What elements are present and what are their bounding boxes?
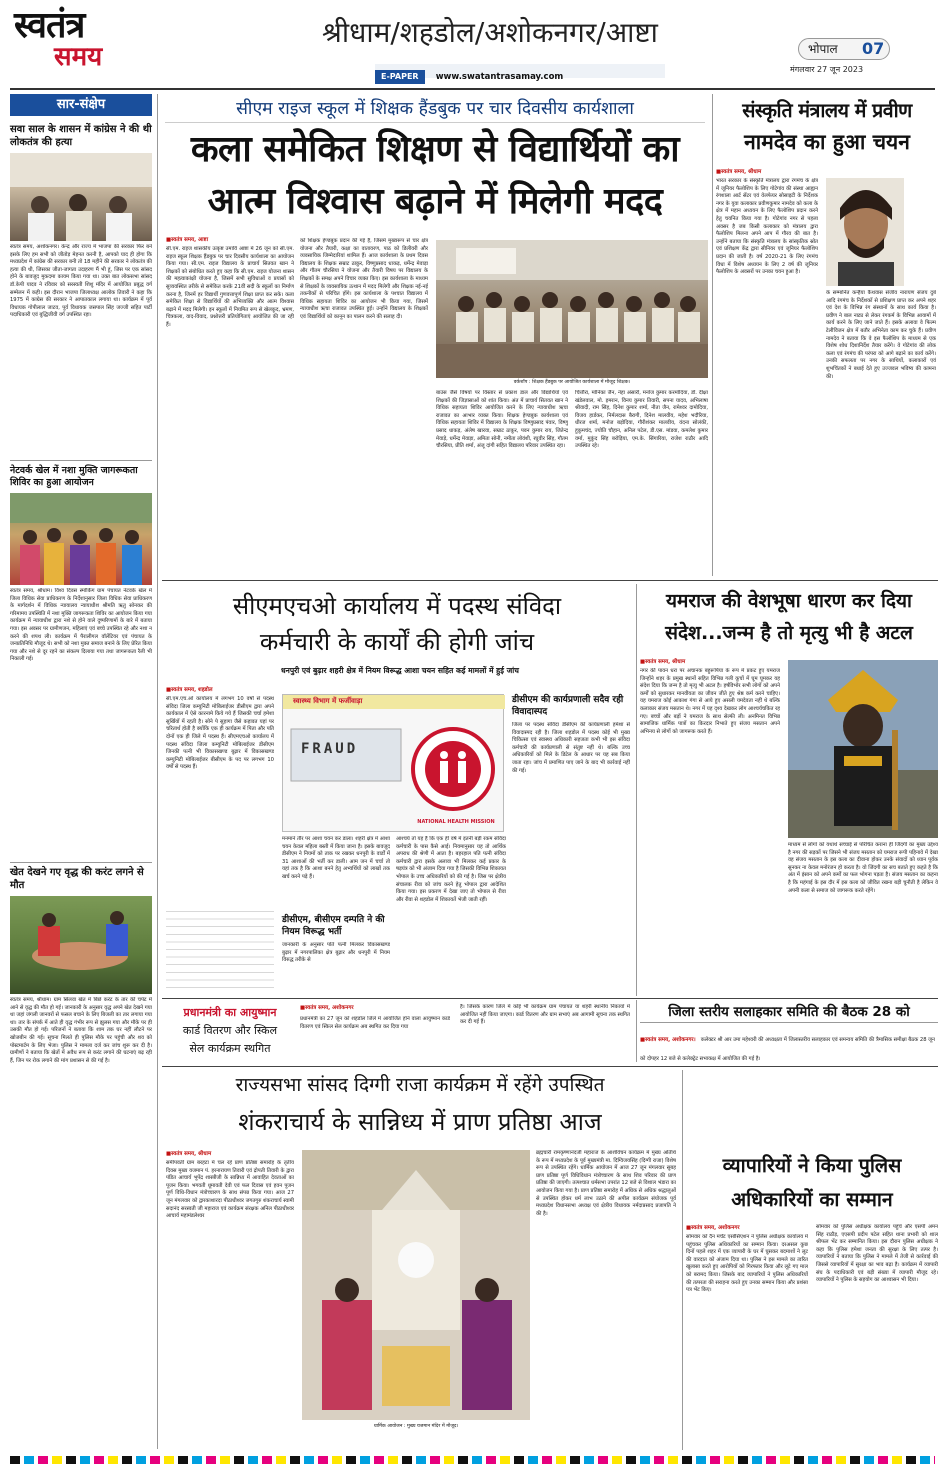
- sidebar-divider-1: [10, 460, 152, 461]
- story3-fraud-text: FRAUD: [301, 741, 359, 757]
- sidebar-s3-photo-art: [10, 896, 152, 994]
- story1-caption: वर्कशॉप : शिक्षक हैंडबुक पर आयोजित कार्यशाला में मौजूद शिक्षक।: [513, 380, 631, 385]
- sidebar-s1-headline: सवा साल के शासन में कांग्रेस ने की थी लोकतंत्र की हत्या: [10, 124, 152, 148]
- story3-col2b: जानकारी के अनुसार पति पत्नी मिलकर विकासखण्ड बुढ़ार में नगरपालिका क्षेत्र बुढ़ार और धनपुरी में नियम विरुद्ध तरीके से: [282, 942, 390, 964]
- sidebar-divider-2: [10, 862, 152, 863]
- story7-photo: [302, 1150, 530, 1420]
- story5-byline: ■ स्वतंत्र समय, अशोकनगर।: [640, 1037, 696, 1043]
- story6-col2: है। जिसके कारण जिले में कोई भी कार्यक्रम ग्राम पंचायत या शहरी स्थानीय निकायों में आयोजित नहीं किया जाएगा। कार्ड वितरण और ग्राम सभाएं अब आगामी सूचना तक स्थगित कर दी गई हैं।: [460, 1004, 630, 1026]
- story1-col3: बाउंस जैसे विषयों पर विस्तार से प्रकाश डाल और विद्यार्थियों एवं शिक्षकों की जिज्ञासाओं को शांत किया। अंत में प्राचार्य सितवत खान ने विधिक सहायता शिविर आयोजित करने के लिए न्यायाधीश ऋचा राजावत का आभार व्यक्त किया। शिक्षक हेण्डबुक कार्यशाला एवं विधिक सहायता शिविर में विद्यालय के शिक्षक विष्णुप्रसाद पंवार, विष्णु प्रसाद धाकड़, अंलेष खारवा, सम्राट ठाकुर, पवन कुमार राय, जितेन्द्र मेवाड़े, धर्मेन्द्र मेवाड़ा, अमिता सोनी, नमीता लोवंशी, रघुवीर सिंह, गौतम चौरसिया, प्रीति शर्मा, अंजू दांगी सहित विद्यालय परिवार उपस्थित रहा।: [436, 390, 568, 450]
- sidebar: [10, 94, 152, 1449]
- story3-headline-2: कर्मचारी के कार्यों की होगी जांच: [259, 628, 535, 656]
- story2-portrait: [826, 178, 904, 286]
- story3-headline-1: सीएमएचओ कार्यालय में पदस्थ संविदा: [232, 592, 562, 620]
- story6-headline-3: सेल कार्यक्रम स्थगित: [189, 1042, 271, 1055]
- sidebar-title: सार-संक्षेप: [10, 94, 152, 116]
- story3-col4: जिला पर पदस्थ संविदा डीसीएम की कार्यप्रणाली हमेशा से विवादास्पद रही है। जिला शहडोल में पदस्थ कोई भी मुख्य चिकित्सा एवं स्वास्थ्य अधिकारी सहजता कभी भी इस संविदा कर्मचारी की कार्यप्रणाली से संतुष्ट नहीं थे। बल्कि उच्च अधिकारियों को मिले के डिटेल के आधार पर यह सब किया जाता रहा। जांच में प्रमाणित पाए जाने के बाद भी कार्रवाई नहीं की गई।: [512, 722, 630, 774]
- sidebar-s1-body: स्वतंत्र समय, अशोकनगर। केन्द्र और राज्य में भाजपा की सरकार फिर बने इसके लिए हम सभी को जीतोड़ मेहनत करनी है, आपको याद ही होगा कि मध्यप्रदेश में कांग्रेस की सरकार बनी तो 18 महीने की सरकार ने लोकतंत्र की हत्या की थी, जिसका जीता-जागता उदाहरण मैं भी हूं, जिस पर एक सांसद होने के बावजूद मुकदमा कायम किया गया था। उक्त बात लोकसभा सांसद डॉ.केपी यादव ने रविवार को सरस्वती शिशु मंदिर में आयोजित प्रबुद्ध वर्ग सम्मेलन में कही। इस दौरान भाजपा जिलाध्यक्ष आलोक तिवारी ने कहा कि 1975 में काग्रेस की सरकार ने आपातकाल लगाया था। कार्यक्रम में पूर्व विधायक गोपीलाल जाटव, पूर्व विधायक जसपाल सिंह जज्जी सहित पार्टी पदाधिकारी एवं बुद्धिजीवी वर्ग उपस्थित रहा।: [10, 244, 152, 319]
- story1-col4: चित्तौरा, मोनिका जैन, नेहा अंसारी, मनोज कुमार करमोदिया, डॉ. दीक्षा खंडेलवाल, मो. इमरान, विनय कुमार तिवारी, सपना यादव, अभिलाषा श्रीवादी, राम सिंह, दिनेश कुमार शर्मा, नीता जैन, रामेश्वर दामोदिया, विजय हार्डकर, निर्मलदास बैरागी, दिनेश मालवीय, महेश भदौरिया, धीरज शर्मा, मनोज बड़ोदिया, गौरीशंकर मालवीय, वंदना सोलंकी, हुकुमचंद, ज्योति चौहान, अनिल पटेल, डी.एस. मांडवा, कमलेश कुमार वर्मा, मुकुंद सिंह बरोड़िया, एम.के. सिंगारिया, राजेश राठौर आदि उपस्थित रहे।: [575, 390, 708, 450]
- story8-col1: सोमवार को दैन मर्चेंट एसोसिएशन ने पुलिस अधीक्षक कार्यालय में पहुंचकर पुलिस अधिकारियों का सम्मान किया। दरअसल कुछ दिनों पहले शहर में एक व्यापारी के घर में घुसकर बदमाशों ने लूट की वारदात को अंजाम दिया था। पुलिस ने इस मामले का त्वरित खुलासा करते हुए आरोपियों को गिरफ्तार किया और लूटे गए माल को बरामद किया। जिसके बाद व्यापारियों ने पुलिस अधिकारियों की तत्परता की सराहना करते हुए उनका सम्मान किया और प्रशंसा पत्र भेंट किए।: [686, 1234, 808, 1294]
- story5-headline: जिला स्तरीय सलाहकार समिति की बैठक 28 को: [640, 1002, 938, 1023]
- story4-col1: नगर की पावन धरा पर अचानक बहुरूपिया के रूप में प्रकट हुए यमराज जिन्होंने शहर के प्रमुख स्थानों सहित विभिन्न गली कूचों में घूम घूमकर यह संदेश दिया कि जन्म है तो मृत्यु भी अटल है। हर्षविभोर सभी लोगों को अपने कर्मों को सुधारकर मानवीयता का जीवन जीते हुए श्रेष्ठ कर्म करने चाहिए। यह यमराज कोई आकाश गंगा से आये हुए असली यमदेवता नहीं थे बल्कि कलाकार संजय मसतान थे। नगर में यह दृश्य देखकर लोग आश्चर्यचकित रह गए। बच्चों और बड़ों ने यमराज के साथ सेल्फी ली। अनमिनत विभिन्न सामाजिक धार्मिक पात्रों का किरदार निभाते हुए संजय मसतान अपने अभिनय से लोगों को जागरूक करते हैं।: [640, 668, 780, 735]
- story1-col1: सी.एम. राइज शासकीय उत्कृष्ट उमावि आष्टा में 26 जून को सी.एम. राइज स्कूल शिक्षक हैंडबुक पर चार दिवसीय कार्यशाला का आयोजन किया गया। सी.एम. राइज विद्यालय के प्राचार्य सितवत खान ने शिक्षकों को संबोधित करते हुए कहा कि सी.एम. राइज योजना शासन की महत्वाकांक्षी योजना है, जिसमें सभी सुविधाओं व प्रयासों को सुव्यवस्थित तरीके से समेकित करके 21वीं सदी के स्कूलों का निर्माण करना है, जिनमें हर विद्यार्थी गुणवत्तापूर्ण शिक्षा प्राप्त कर सके। कला समेकित शिक्षा से विद्यार्थियों की अभिव्यक्ति और आत्म विश्वास बढ़ाने में मदद मिलेगी। इन स्कूलों में नियमित रूप से खेलकूद, भ्रमण, चित्रकला, वाद-विवाद, प्रश्नोत्तरी प्रतियोगिताएं आयोजित की जा रही हैं।: [166, 246, 294, 328]
- story8-col2: सोमवार को पुलिस अधीक्षक कार्यालय पहुंचे और एसपी अमन सिंह राठौड़, एएसपी प्रदीप पटेल सहित थाना प्रभारी को शाल श्रीफल भेंट कर सम्मानित किया। इस दौरान पुलिस अधीक्षक ने कहा कि पुलिस हमेशा जनता की सुरक्षा के लिए तत्पर है। व्यापारियों ने बताया कि पुलिस ने मामले में तेजी से कार्रवाई की जिससे व्यापारियों में सुरक्षा का भाव बढ़ा है। कार्यक्रम में व्यापारी संघ के पदाधिकारी एवं बड़ी संख्या में व्यापारी मौजूद रहे। व्यापारियों ने पुलिस के सहयोग का आश्वासन भी दिया।: [816, 1224, 938, 1284]
- story6-headline-2: कार्ड वितरण और स्किल: [182, 1024, 278, 1037]
- story6-col1: प्रधानमंत्री का 27 जून को शहडोल जिले में आयोजित होने वाला आयुष्मान कार्ड वितरण एवं स्किल सेल कार्यक्रम अब स्थगित कर दिया गया: [300, 1016, 450, 1030]
- sidebar-s1-photo: [10, 153, 152, 241]
- story3-subhead-2: डीसीएम की कार्यप्रणाली सदैव रही विवादास्पद: [512, 695, 624, 717]
- story7-headline-1: राज्यसभा सांसद दिग्गी राजा कार्यक्रम में रहेंगे उपस्थित: [235, 1074, 605, 1096]
- story7-headline-2: शंकराचार्य के सान्निध्य में प्राण प्रतिष्ठा आज: [238, 1108, 602, 1136]
- logo: [14, 6, 154, 84]
- sidebar-s3-body: स्वतंत्र समय, श्रीधाम। ग्राम सिलवा खेत में बिछे करंट के तार की चपेट में आने से वृद्ध की मौत हो गई। जानकारी के अनुसार वृद्ध अपने खेत देखने गया था जहां जंगली जानवरों से फसल बचाने के लिए बिजली का तार लगाया गया था। तार के संपर्क में आते ही वृद्ध गंभीर रूप से झुलस गया और मौके पर ही उसकी मौत हो गई। परिजनों ने बताया कि शाम तक घर नहीं लौटने पर खोजबीन की गई। सूचना मिलते ही पुलिस मौके पर पहुंची और शव को पोस्टमार्टम के लिए भेजा। पुलिस ने मामला दर्ज कर जांच शुरू कर दी है। ग्रामीणों ने बताया कि खेतों में अवैध रूप से करंट लगाने की घटनाएं बढ़ रही हैं, जिन पर रोक लगाने की मांग प्रशासन से की गई है।: [10, 997, 152, 1064]
- epaper-bar: [375, 64, 665, 82]
- story6-headline-1: प्रधानमंत्री का आयुष्मान: [183, 1006, 277, 1019]
- story4-col2: माध्यम से लोगों को यथार्थ सच्चाई से परिचित कराना ही जिंदगी का मुख्य उद्देश्य है नगर की सड़कों पर जिसने भी संजय मसतान को यमराज रूपी पहिनावे में देखा वह संजय मसतान के इस कला का दीवाना होकर उनके संवादों को ध्यान पूर्वक सुनकर ना केवल मनोरंजन हो करता है। वो जिंदगी का सच बताते हुए कहते है कि अंत में इंसान को अपने कर्मों का फल भोगना पड़ता है। संजय मसतान का कहना है कि महंगाई के इस दौर में इस कला को जीवित रखना बड़ी चुनौती है लेकिन वे अपनी कला से समाज को जागरूक करते रहेंगे।: [788, 842, 938, 894]
- sidebar-s2-body: स्वतंत्र समय, श्रीधाम। विश्व दिवस स्मोकिंग ग्राम पंचायत नेटवर्क खेल में जिला विधिक सेवा प्राधिकरण के निर्देशानुसार जिला विधिक सेवा प्राधिकरण के मार्गदर्शन में विधिक न्यायालय न्यायाधीश श्रीमति ऋतु सोनकर की गरिमामय उपस्थिति में नशा मुक्ति जागरूकता शिविर का आयोजन किया गया कार्यक्रम में न्यायाधीश द्वारा नशे से होने वाले दुष्परिणामों के बारे में बताया गया। इस अवसर पर ग्रामीणजन, महिलाएं एवं बच्चे उपस्थित रहे और नशा न करने की शपथ ली। कार्यक्रम में पैरालीगल वॉलेंटियर एवं पंचायत के जनप्रतिनिधि मौजूद थे। सभी को नशा मुक्त समाज बनाने के लिए प्रेरित किया गया और नशे से दूर रहने का संकल्प दिलाया गया तथा जागरूकता रैली भी निकाली गई।: [10, 588, 152, 663]
- story1-headline-2: आत्म विश्वास बढ़ाने में मिलेगी मदद: [207, 181, 663, 222]
- story7-col2: ब्रह्मचारी रामकृष्णानंदजी महाराज के आशीर्वचन कार्यक्रम में मुख्य अतिथि के रूप में मध्यप्रदेश के पूर्व मुख्यमंत्री मा. दिग्विजयसिंह (दिग्गी राजा) विशेष रूप से उपस्थित रहेंगे। धार्मिक आयोजन में आज 27 जून मंगलवार सुबह प्राण प्रतिष्ठा पूर्ण विधिविधान मंत्रोच्चारण के साथ शिव परिवार की प्राण प्रतिष्ठा की जाएगी। तत्पश्चात धर्मसभा उपरांत 12 बजे से विशाल भंडारा का आयोजन किया गया है। प्राण प्रतिष्ठा समारोह में अधिक से अधिक श्रद्धालुओं से उपस्थित होकर धर्म लाभ उठाने की अपील कार्यक्रम संयोजक पूर्व मध्यप्रदेश विधानसभा अध्यक्ष एवं क्षेत्रीय विधायक नर्मदाप्रसाद प्रजापति ने की है।: [536, 1150, 676, 1217]
- row-rule-2: [162, 998, 938, 999]
- story3-rule: [636, 584, 637, 996]
- story7-col1: समीपवर्ती ग्राम बरहटा में चल रहे प्राण प्रतिष्ठा समारोह के तृतीय दिवस मुख्य यजमान पं. हरनारायण तिवारी एवं द्रोपती तिवारी के द्वारा पंडित आचार्य भूपेंद्र शास्त्रीजी के सान्निध्य में आवाहित देवताओं का पूजन किया। भगवती धूमावती देवी एवं फल दिवास एवं हवन पूजन पूर्ण विधि-विधान मंत्रोच्चारण के साथ संपन्न किया गया। आज 27 जून मंगलवार को द्वारकाशारदा पीठाधीश्वर जगतगुरु शंकराचार्य स्वामी सदानंद सरस्वती जी महाराज एवं कार्यक्रम संरक्षक अनिल पीठाधीश्वर आचार्य महामंडलेश्वर: [166, 1160, 294, 1220]
- story3-tag-label: स्वास्थ्य विभाग में फर्जीवाड़ा: [293, 697, 363, 705]
- story1-photo: [436, 240, 708, 378]
- story1-headline-1: कला समेकित शिक्षण से विद्यार्थियों का: [190, 129, 680, 170]
- footer-color-strip: [10, 1456, 935, 1464]
- story2-col2: के सम्मानित कन्हैया कैथवास संजीव नारायण संजय दुबे आदि रंगमंच के निर्देशकों से प्रशिक्षण प्राप्त कर अपने शहर एवं देश के विभिन्न रंग संस्थानों के साथ कार्य किया है। प्रवीण ने बाल नाट्य से लेकर रंगकर्म के विभिन्न आयामों में कार्य करने के लिए जाने जाते हैं। इसके अलावा वे फिल्म टेलीविजन क्षेत्र में बतौर अभिनेता काम कर चुके हैं। प्रवीण नामदेव ने बताया कि वे इस फैलोशिप के माध्यम से एक विशेष शोध दिशानिर्देश तैयार करेंगे। वे गोटेगांव की लोक कला एवं रंगमंच की परंपरा को आगे बढ़ाने का कार्य करेंगे। उनकी सफलता पर नगर के साथियों, कलाकारों एवं शुभचिंतकों ने बधाई देते हुए उज्जवल भविष्य की कामना की।: [826, 290, 936, 380]
- story8-byline: ■ स्वतंत्र समय, अशोकनगर: [686, 1224, 806, 1232]
- story3-col2: मनमाने तौर पर आशा चयन कर डाला। शहरी क्षेत्र में आशा चयन केवल महिला बस्ती में किया जाना है। इसके बावजूद डीसीएम ने नियमों को ताक पर रखकर धनपुरी के वार्डों में 31 आशाओं की भर्ती कर डाली। आम जन में चर्चा तो यहां तक है कि आशा बनने हेतु अभ्यर्थियों को लाखों तक खर्च करने पड़े हैं।: [282, 836, 390, 880]
- sidebar-s1-photo-art: [10, 153, 152, 241]
- logo-line2: समय: [54, 42, 103, 72]
- website-link[interactable]: www.swatantrasamay.com: [435, 72, 564, 82]
- page-number: 07: [862, 39, 885, 58]
- sidebar-s2-headline: नेटवर्क खेल में नशा मुक्ति जागरूकता शिविर का हुआ आयोजन: [10, 465, 138, 488]
- story3-col3: आश्चर्य तो यह है कि एक ही वर्ष में इतनी बड़ी रकम संविदा कर्मचारी के पास कैसे आई। नियमानुसार यह तो आर्थिक अपराध की श्रेणी में आता है। बहरहाल पति पत्नी संविदा कर्मचारी द्वारा इसके अलावा भी मिलकर कई प्रकार के षड़यंत्र को भी अंजाम दिया गया है जिसकी विभिन्न शिकायत भोपाल के उच्च अधिकारियों को की गई है। जिस पर क्षेत्रीय संचालक रीवा को जांच करने हेतु भोपाल द्वारा आदेशित किया गया। इस प्रकरण में देखा जाए तो भोपाल से रीवा और रीवा से शहडोल में शिकायतें भेजी जाती रहीं।: [396, 836, 506, 903]
- story1-photo-art: [436, 240, 708, 378]
- story3-subhead-1: डीसीएम, बीसीएम दम्पति ने की नियम विरूद्ध भर्ती: [282, 915, 385, 937]
- edition-date: मंगलवार 27 जून 2023: [790, 65, 864, 74]
- story1-kicker: सीएम राइज स्कूल में शिक्षक हैंडबुक पर चार दिवसीय कार्यशाला: [165, 96, 705, 123]
- story3-graphic-art: [283, 709, 505, 833]
- story4-photo: [788, 660, 938, 838]
- story2-col1: भारत सरकार के संस्कृति मंत्रालय द्वारा रंगमंच के क्षेत्र में जूनियर फैलोशिप के लिए गोटेगांव की संस्था आह्वान रंगशाला आर्ट सेंटर एवं वेलफेयर सोसाइटी के निर्देशक नगर के युवा कलाकार प्रवीणकुमार नामदेव को कला के क्षेत्र में महान अध्ययन के लिए फैलोशिप प्रदान करने हेतु चयनित किया गया है। गोटेगांव नगर से पहला अवसर है जब किसी कलाकार को मंत्रालय द्वारा फैलोशिप मिलना अपने आप में गौरव की बात है। उन्होंने बताया कि संस्कृति मंत्रालय के सांस्कृतिक स्रोत एवं प्रशिक्षण केंद्र द्वारा सीनियर एवं जूनियर फैलोशिप प्रदान की जाती है। वर्ष 2020-21 के लिए रंगमंच विधा में विशेष अध्ययन के लिए 2 वर्ष की जूनियर फैलोशिप के अवसरों पर उनका चयन हुआ है।: [716, 178, 818, 276]
- story4-byline: ■ स्वतंत्र समय, श्रीधाम: [640, 658, 780, 666]
- story4-headline-2: संदेश...जन्म है तो मृत्यु भी है अटल: [665, 622, 913, 644]
- edition-name: भोपाल: [808, 42, 838, 56]
- sidebar-s2-photo-art: [10, 493, 152, 585]
- story6-rule: [636, 1000, 637, 1062]
- story3-graphic-tag: [283, 695, 505, 709]
- row-rule-1: [162, 580, 938, 581]
- story1-byline: ■ स्वतंत्र समय, आष्टा: [166, 236, 296, 244]
- story5-body: कलेक्टर श्री आर उमा महेश्वरी की अध्यक्षता में जिलास्तरीय सलाहकार एवं समन्वय समिति की त्रैमासिक समीक्षा बैठक 28 जून को दोपहर 12 बजे से कलेक्ट्रेट सभाकक्ष में आयोजित की गई है।: [640, 1037, 935, 1062]
- epaper-label: E-PAPER: [375, 70, 425, 84]
- story3-col1: सी.एम.एच.ओ कार्यालय में लगभग 10 वर्षों से पदस्थ संविदा जिला कम्युनिटी मोबिलाईजर डीसीएम द्वारा अपने कार्यकाल में ऐसे कारनामे किये गये हैं जिसकी चर्चा हमेशा सुर्खियों में रहती है। सोने पे सुहागा जैसे कहावत यहां पर चरितार्थ होती है क्योंकि एक ही कार्यक्रम में पिता और पति दोनों एक ही जिले में पदस्थ हैं। सीएमएचओ कार्यालय में पदस्थ संविदा जिला कम्युनिटी मोबिलाईजर डीसीएम जिनकी पत्नी भी विकासखण्ड बुढ़ार में विकासखण्ड कम्युनिटी मोबिलाईजर बीसीएम के पद पर लगभग 10 वर्षों से पदस्थ हैं।: [166, 696, 274, 771]
- story3-graphic: [282, 694, 504, 832]
- story1-col2: को शिक्षक हेण्डबुक प्रदान की गई है, जिसमें मुख्यरूप से चार क्षेत्र योजना और तैयारी, कक्षा का वातावरण, पाठ को डिलीवरी और व्यवसायिक जिम्मेदारियां शामिल हैं। आज कार्यशाला के प्रथम दिवस विद्यालय के शिक्षक सम्राट ठाकुर, विष्णुप्रसाद धाकड़, धर्मेन्द्र मेवाड़ा और गौतम चौरसिया ने योजना और तैयारी विषय पर विद्यालय के शिक्षकों के समक्ष अपने विचार व्यक्त किए। इस कार्यशाला के माध्यम से शिक्षकों के व्यवसायिक उत्थान में मदद मिलेगी और शिक्षक नई-नई तकनीकों से परिचित होंगे। इस कार्यशाला के पश्चात विद्यालय में विधिक सहायता शिविर का आयोजन भी किया गया, जिसमें न्यायाधीश ऋचा राजावत उपस्थित हुईं। उन्होंने विद्यालय के शिक्षकों एवं विद्यार्थियों को कानून का पालन करने की सलाह दी।: [300, 238, 428, 320]
- story4-headline-1: यमराज की वेशभूषा धारण कर दिया: [666, 590, 912, 612]
- story3-nhm-text: NATIONAL HEALTH MISSION: [417, 819, 495, 825]
- masthead-cities: श्रीधाम/शहडोल/अशोकनगर/आष्टा: [322, 16, 658, 49]
- story8-headline-1: व्यापारियों ने किया पुलिस: [722, 1154, 902, 1177]
- story3-byline: ■ स्वतंत्र समय, शहडोल: [166, 686, 276, 694]
- story6-byline: ■ स्वतंत्र समय, अशोकनगर: [300, 1004, 450, 1012]
- sidebar-s2-photo: [10, 493, 152, 585]
- story7-byline: ■ स्वतंत्र समय, श्रीधाम: [166, 1150, 294, 1158]
- story2-headline-2: नामदेव का हुआ चयन: [744, 130, 910, 154]
- story2-headline-1: संस्कृति मंत्रालय में प्रवीण: [742, 99, 912, 122]
- masthead-rule: [10, 88, 935, 90]
- logo-line1: स्वतंत्र: [14, 5, 85, 46]
- story3-deck: धनपुरी एवं बुढ़ार शहरी क्षेत्र में नियम विरूद्ध आशा चयन सहित कई मामलों में हुई जांच: [280, 666, 519, 675]
- masthead: [0, 0, 945, 86]
- story5-body-block: [640, 1026, 938, 1062]
- story8-headline-2: अधिकारियों का सम्मान: [731, 1188, 893, 1211]
- story7-rule: [682, 1070, 683, 1450]
- sidebar-s3-photo: [10, 896, 152, 994]
- story1-rule: [712, 94, 713, 576]
- row-rule-3: [162, 1066, 938, 1067]
- story2-byline: ■ स्वतंत्र समय, श्रीधाम: [716, 168, 824, 176]
- sidebar-rule: [157, 94, 158, 1449]
- story3-col1-cont: [166, 906, 274, 992]
- sidebar-s3-headline: खेत देखने गए वृद्ध की करंट लगने से मौत: [10, 867, 144, 891]
- story7-caption: धार्मिक आयोजन : मुख्य यजमान मंदिर में मौजूद।: [373, 1424, 459, 1429]
